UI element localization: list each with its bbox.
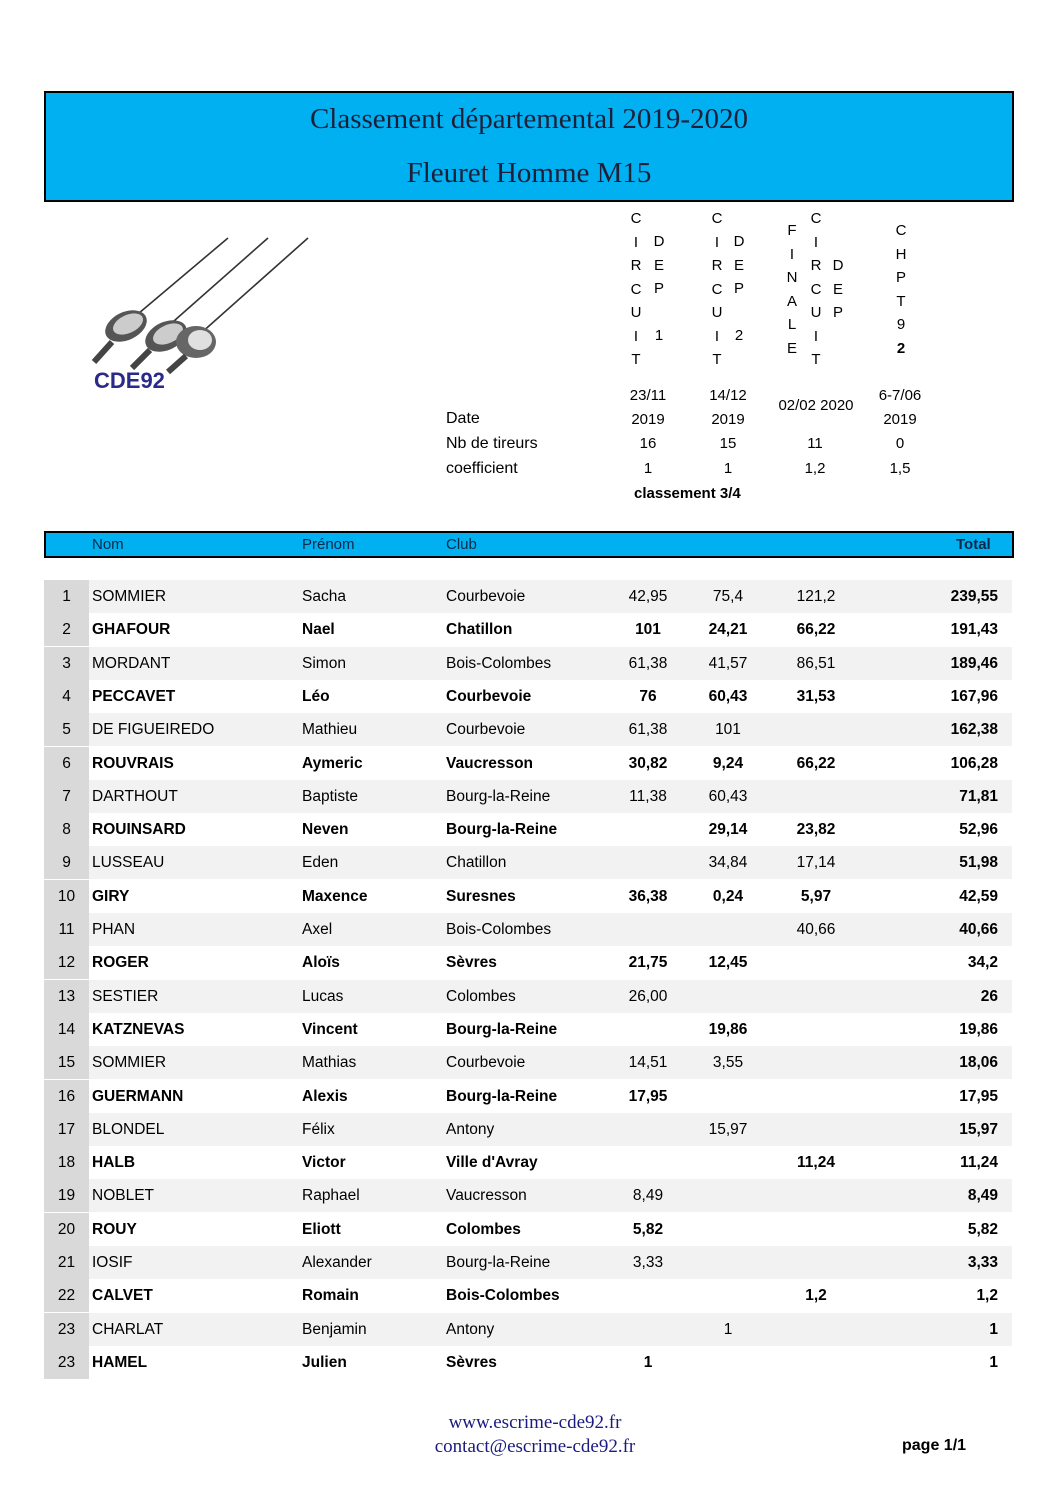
- row-total: 167,96: [950, 687, 998, 705]
- row-competition-3: 17,14: [796, 854, 836, 872]
- row-prenom: Vincent: [302, 1020, 358, 1038]
- row-rank: 9: [44, 846, 89, 879]
- row-nom: SOMMIER: [92, 588, 167, 605]
- header-nom: Nom: [92, 536, 124, 553]
- row-nom: HALB: [92, 1154, 136, 1172]
- row-total: 19,86: [959, 1020, 998, 1038]
- row-club: Colombes: [446, 987, 516, 1005]
- row-competition-2: 19,86: [708, 1020, 748, 1038]
- row-total: 40,66: [959, 921, 998, 938]
- table-header: [44, 531, 1014, 558]
- row-competition-3: 121,2: [796, 588, 836, 605]
- row-competition-3: 1,2: [805, 1287, 827, 1305]
- row-total: 189,46: [950, 654, 998, 672]
- row-club: Bois-Colombes: [446, 1287, 560, 1305]
- row-total: 11,24: [960, 1154, 998, 1172]
- table-row: [44, 1279, 1012, 1312]
- row-competition-3: 31,53: [796, 687, 836, 705]
- competition-4-nb: 0: [895, 435, 905, 452]
- row-rank: 17: [44, 1113, 89, 1146]
- row-total: 26: [980, 987, 998, 1005]
- cde92-logo: [88, 236, 318, 401]
- row-competition-1: 30,82: [628, 754, 668, 772]
- table-row: [44, 580, 1012, 613]
- competition-4-name: C H P T 9 2: [895, 222, 907, 357]
- row-nom: SOMMIER: [92, 1054, 167, 1072]
- row-competition-2: 15,97: [708, 1120, 748, 1138]
- row-competition-2: 60,43: [708, 687, 748, 705]
- row-rank: 20: [44, 1213, 89, 1246]
- website-link[interactable]: www.escrime-cde92.fr: [448, 1412, 622, 1433]
- row-nom: CHARLAT: [92, 1320, 164, 1338]
- table-row: [44, 846, 1012, 879]
- coefficient-label: coefficient: [446, 460, 518, 477]
- competition-1-nb: 16: [639, 435, 657, 452]
- table-row: [44, 647, 1012, 680]
- row-nom: CALVET: [92, 1287, 153, 1305]
- row-competition-1: 17,95: [628, 1087, 668, 1105]
- table-row: [44, 613, 1012, 646]
- competition-2-date: 14/12 2019: [709, 387, 747, 428]
- row-club: Bois-Colombes: [446, 921, 552, 938]
- row-nom: KATZNEVAS: [92, 1020, 185, 1038]
- row-prenom: Raphael: [302, 1187, 360, 1205]
- row-rank: 21: [44, 1246, 89, 1279]
- row-competition-3: 5,97: [800, 887, 832, 905]
- competition-1-name-left: C I R C U I T: [630, 210, 642, 368]
- row-competition-2: 41,57: [708, 654, 748, 672]
- row-club: Vaucresson: [446, 754, 534, 772]
- row-nom: ROGER: [92, 954, 149, 972]
- row-competition-3: 40,66: [796, 921, 836, 938]
- row-nom: HAMEL: [92, 1353, 148, 1371]
- header-club: Club: [446, 536, 477, 553]
- table-row: [44, 1313, 1012, 1346]
- row-competition-1: 14,51: [628, 1054, 668, 1072]
- row-total: 34,2: [967, 954, 998, 972]
- row-competition-3: 86,51: [796, 654, 836, 672]
- row-rank: 19: [44, 1179, 89, 1212]
- row-nom: BLONDEL: [92, 1120, 165, 1138]
- row-competition-2: 101: [715, 721, 741, 739]
- row-nom: ROUY: [92, 1220, 137, 1238]
- row-club: Chatillon: [446, 854, 507, 872]
- row-total: 51,98: [959, 854, 998, 872]
- row-competition-1: 42,95: [628, 588, 668, 605]
- row-competition-2: 34,84: [708, 854, 748, 872]
- row-rank: 15: [44, 1046, 89, 1079]
- row-prenom: Nael: [302, 621, 335, 639]
- competition-1-coef: 1: [643, 460, 653, 477]
- competition-3-name-left: F I N A L E: [786, 222, 798, 357]
- row-nom: DE FIGUEIREDO: [92, 721, 215, 739]
- row-competition-2: 12,45: [708, 954, 748, 972]
- row-rank: 1: [44, 580, 89, 613]
- row-club: Antony: [446, 1320, 495, 1338]
- row-prenom: Eden: [302, 854, 339, 872]
- row-total: 42,59: [959, 887, 998, 905]
- row-prenom: Eliott: [302, 1220, 341, 1238]
- row-competition-1: 5,82: [632, 1220, 664, 1238]
- row-rank: 12: [44, 946, 89, 979]
- table-row: [44, 1346, 1012, 1379]
- row-nom: GIRY: [92, 887, 130, 905]
- row-nom: DARTHOUT: [92, 787, 178, 805]
- row-club: Bourg-la-Reine: [446, 1087, 558, 1105]
- row-club: Bourg-la-Reine: [446, 787, 551, 805]
- nb-tireurs-label: Nb de tireurs: [446, 435, 538, 452]
- competition-3-name-mid: C I R C U I T: [810, 210, 822, 368]
- competition-4-date: 6-7/06 2019: [878, 387, 922, 428]
- row-prenom: Mathieu: [302, 721, 358, 739]
- row-club: Vaucresson: [446, 1187, 527, 1205]
- row-rank: 23: [44, 1313, 89, 1346]
- table-row: [44, 1113, 1012, 1146]
- row-club: Bourg-la-Reine: [446, 1254, 551, 1271]
- competition-2-coef: 1: [723, 460, 733, 477]
- row-total: 191,43: [950, 621, 998, 639]
- row-nom: NOBLET: [92, 1187, 155, 1205]
- row-rank: 6: [44, 747, 89, 780]
- table-row: [44, 1013, 1012, 1046]
- row-club: Sèvres: [446, 954, 497, 972]
- date-label: Date: [446, 410, 480, 427]
- row-club: Chatillon: [446, 621, 513, 639]
- table-row: [44, 880, 1012, 913]
- row-prenom: Aloïs: [302, 954, 340, 972]
- competition-3-name-right: D E P: [832, 257, 844, 321]
- row-rank: 22: [44, 1279, 89, 1312]
- row-club: Suresnes: [446, 887, 516, 905]
- row-rank: 16: [44, 1080, 89, 1113]
- row-competition-3: 66,22: [796, 621, 836, 639]
- row-competition-1: 26,00: [628, 987, 668, 1005]
- row-competition-1: 36,38: [628, 887, 668, 905]
- row-prenom: Baptiste: [302, 787, 359, 805]
- row-competition-1: 61,38: [628, 654, 668, 672]
- row-prenom: Alexander: [302, 1254, 372, 1271]
- table-row: [44, 713, 1012, 746]
- row-rank: 10: [44, 880, 89, 913]
- competition-2-nb: 15: [719, 435, 737, 452]
- header-prenom: Prénom: [302, 536, 355, 553]
- row-competition-1: 61,38: [628, 721, 668, 739]
- row-rank: 4: [44, 680, 89, 713]
- row-rank: 7: [44, 780, 89, 813]
- row-prenom: Romain: [302, 1287, 359, 1305]
- row-competition-1: 11,38: [629, 787, 667, 805]
- row-nom: ROUINSARD: [92, 821, 186, 839]
- row-prenom: Maxence: [302, 887, 368, 905]
- row-competition-2: 0,24: [712, 887, 744, 905]
- competition-3-coef: 1,2: [804, 460, 826, 477]
- row-nom: SESTIER: [92, 987, 159, 1005]
- competition-2-name-right: D E P 2: [733, 233, 745, 344]
- row-prenom: Julien: [302, 1353, 347, 1371]
- ranking-note: classement 3/4: [634, 485, 741, 502]
- table-row: [44, 1246, 1012, 1279]
- row-competition-1: 8,49: [632, 1187, 664, 1205]
- table-row: [44, 913, 1012, 946]
- row-competition-2: 29,14: [708, 821, 748, 839]
- row-nom: ROUVRAIS: [92, 754, 174, 772]
- row-total: 1,2: [976, 1287, 998, 1305]
- row-prenom: Mathias: [302, 1054, 357, 1072]
- row-competition-2: 75,4: [712, 588, 744, 605]
- page-title: Classement départemental 2019-2020: [309, 103, 749, 135]
- row-total: 17,95: [959, 1087, 998, 1105]
- title-banner: [44, 91, 1014, 202]
- row-competition-1: 1: [643, 1353, 653, 1371]
- row-competition-1: 21,75: [628, 954, 668, 972]
- row-total: 1: [989, 1353, 998, 1371]
- contact-link[interactable]: contact@escrime-cde92.fr: [434, 1436, 636, 1457]
- row-total: 8,49: [967, 1187, 998, 1205]
- row-competition-2: 24,21: [708, 621, 748, 639]
- row-prenom: Benjamin: [302, 1320, 367, 1338]
- row-rank: 23: [44, 1346, 89, 1379]
- row-rank: 2: [44, 613, 89, 646]
- page-subtitle: Fleuret Homme M15: [406, 157, 652, 189]
- row-rank: 3: [44, 647, 89, 680]
- row-club: Bois-Colombes: [446, 654, 552, 672]
- row-club: Courbevoie: [446, 687, 532, 705]
- row-club: Ville d'Avray: [446, 1154, 538, 1172]
- row-club: Bourg-la-Reine: [446, 821, 558, 839]
- row-club: Bourg-la-Reine: [446, 1020, 558, 1038]
- table-row: [44, 680, 1012, 713]
- row-competition-1: 76: [639, 687, 657, 705]
- row-prenom: Lucas: [302, 987, 344, 1005]
- row-competition-2: 3,55: [712, 1054, 744, 1072]
- row-nom: GUERMANN: [92, 1087, 184, 1105]
- row-club: Courbevoie: [446, 1054, 526, 1072]
- table-row: [44, 747, 1012, 780]
- row-prenom: Neven: [302, 821, 349, 839]
- row-club: Antony: [446, 1120, 495, 1138]
- row-total: 15,97: [959, 1120, 998, 1138]
- table-row: [44, 1080, 1012, 1113]
- row-prenom: Félix: [302, 1120, 335, 1138]
- row-nom: GHAFOUR: [92, 621, 171, 639]
- row-competition-2: 9,24: [712, 754, 744, 772]
- row-nom: MORDANT: [92, 654, 171, 672]
- row-total: 18,06: [959, 1054, 998, 1072]
- table-row: [44, 1046, 1012, 1079]
- row-competition-3: 23,82: [796, 821, 836, 839]
- competition-1-date: 23/11 2019: [629, 387, 667, 428]
- row-total: 5,82: [967, 1220, 998, 1238]
- table-row: [44, 813, 1012, 846]
- row-rank: 18: [44, 1146, 89, 1179]
- table-row: [44, 780, 1012, 813]
- row-nom: PECCAVET: [92, 687, 176, 705]
- row-nom: IOSIF: [92, 1254, 133, 1271]
- row-rank: 11: [44, 913, 89, 946]
- row-competition-2: 60,43: [708, 787, 748, 805]
- row-competition-3: 66,22: [796, 754, 836, 772]
- table-row: [44, 1146, 1012, 1179]
- row-total: 162,38: [950, 721, 998, 739]
- competition-3-nb: 11: [807, 435, 823, 452]
- row-nom: PHAN: [92, 921, 136, 938]
- row-rank: 5: [44, 713, 89, 746]
- row-competition-1: 3,33: [632, 1254, 664, 1271]
- competition-3-date: 02/02 2020: [778, 397, 854, 414]
- row-total: 71,81: [959, 787, 998, 805]
- row-prenom: Aymeric: [302, 754, 363, 772]
- header-total: Total: [956, 536, 991, 553]
- logo-text: CDE92: [94, 368, 165, 393]
- table-row: [44, 946, 1012, 979]
- page-number: page 1/1: [902, 1437, 967, 1454]
- row-total: 52,96: [959, 821, 998, 839]
- row-rank: 8: [44, 813, 89, 846]
- row-prenom: Léo: [302, 687, 330, 705]
- row-total: 106,28: [950, 754, 998, 772]
- row-prenom: Simon: [302, 654, 346, 672]
- row-total: 3,33: [967, 1254, 998, 1271]
- row-nom: LUSSEAU: [92, 854, 165, 872]
- row-prenom: Axel: [302, 921, 333, 938]
- row-competition-2: 1: [723, 1320, 733, 1338]
- competition-4-coef: 1,5: [889, 460, 911, 477]
- row-total: 1: [989, 1320, 998, 1338]
- table-row: [44, 1179, 1012, 1212]
- competition-2-name-left: C I R C U I T: [711, 210, 723, 368]
- row-competition-1: 101: [635, 621, 661, 639]
- row-prenom: Sacha: [302, 588, 346, 605]
- row-rank: 13: [44, 980, 89, 1013]
- row-club: Courbevoie: [446, 721, 526, 739]
- table-row: [44, 980, 1012, 1013]
- row-rank: 14: [44, 1013, 89, 1046]
- row-prenom: Alexis: [302, 1087, 348, 1105]
- row-prenom: Victor: [302, 1154, 346, 1172]
- row-club: Courbevoie: [446, 588, 526, 605]
- row-club: Colombes: [446, 1220, 521, 1238]
- row-total: 239,55: [950, 588, 998, 605]
- table-row: [44, 1213, 1012, 1246]
- competition-1-name-right: D E P 1: [653, 233, 665, 344]
- row-competition-3: 11,24: [797, 1154, 835, 1172]
- row-club: Sèvres: [446, 1353, 497, 1371]
